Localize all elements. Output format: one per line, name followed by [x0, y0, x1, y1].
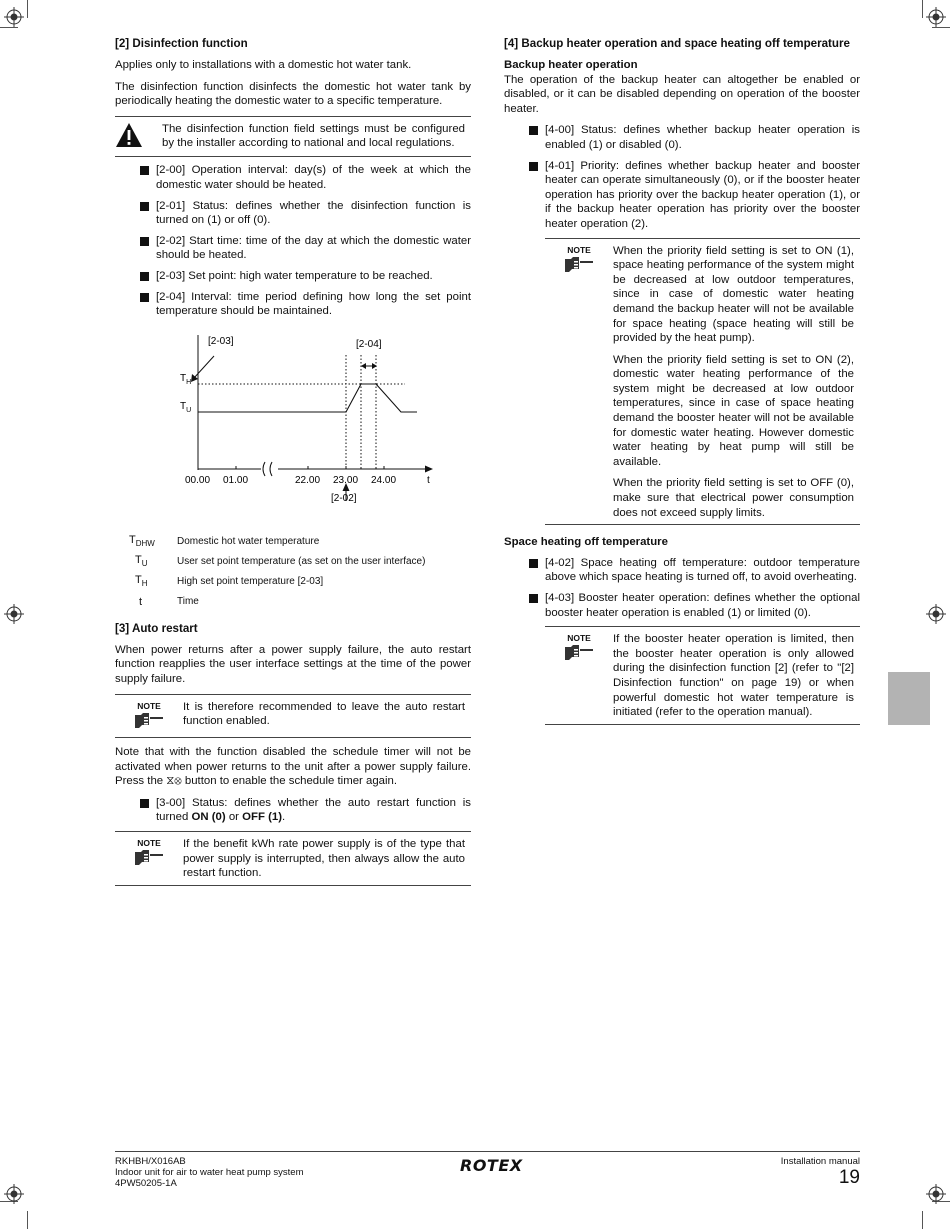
- space-heating-off-heading: Space heating off temperature: [504, 536, 668, 549]
- page-number: 19: [838, 1167, 860, 1188]
- crop-mark: [932, 27, 950, 28]
- bullet-icon: [140, 799, 149, 808]
- tick-label: 24.00: [371, 474, 397, 486]
- list-item: [2-00] Operation interval: day(s) of the week at which the domestic water should be heated.: [115, 163, 471, 192]
- note-text: When the priority field setting is set to ON (1), space heating performance of the system might be decreased at low outdoor temperatures, since in case of domestic water heating demand the backup heater will not be available for space heating (space heating will still be provided by the heat pump). When the priority field setting is set to ON (2), domestic water heating performance of the system might be decreased at low outdoor temperatures, since in case of space heating demand the booster heater will not be available for domestic water heating. However domestic water heating by heat pump will still be available. When the priority field setting is set to OFF (0), make sure that electrical power consumption does not exceed supply limits.: [613, 244, 854, 519]
- crop-mark: [0, 27, 18, 28]
- bullet-icon: [140, 272, 149, 281]
- disinfection-intro: Applies only to installations with a domestic hot water tank.: [115, 59, 412, 71]
- bullet-icon: [140, 237, 149, 246]
- note-icon: NOTE: [545, 632, 613, 720]
- note-box: [545, 626, 860, 725]
- disinfection-timing-diagram: [115, 325, 471, 525]
- crop-mark: [27, 1211, 28, 1229]
- schedule-timer-button-icon: ⧖⊗: [166, 775, 182, 788]
- label-2-03: [2-03]: [208, 335, 234, 347]
- note-box: [545, 238, 860, 526]
- bullet-icon: [140, 293, 149, 302]
- disinfection-settings-list: [115, 163, 471, 318]
- right-column: [504, 36, 860, 732]
- footer-right: [781, 1156, 860, 1189]
- note-box: [115, 831, 471, 886]
- list-item: [3-00] Status: defines whether the auto restart function is turned ON (0) or OFF (1).: [115, 796, 471, 825]
- bullet-icon: [529, 126, 538, 135]
- legend-row: $T_{DHW}$ Domestic hot water temperature: [129, 534, 320, 549]
- model-number: RKHBH/X016AB: [115, 1156, 186, 1167]
- registration-mark-icon: [926, 1184, 946, 1204]
- bullet-icon: [529, 559, 538, 568]
- backup-heater-subheading: Backup heater operation: [504, 59, 638, 71]
- registration-mark-icon: [926, 7, 946, 27]
- th-label: $T_H$: [180, 372, 192, 386]
- legend-row: $T_U$ User set point temperature (as set on the user interface): [135, 554, 426, 569]
- product-description: Indoor unit for air to water heat pump system: [115, 1167, 304, 1178]
- diagram-legend: [115, 533, 471, 613]
- manual-title: Installation manual: [780, 1156, 860, 1167]
- tick-label: t: [427, 474, 430, 486]
- backup-heater-intro: The operation of the backup heater can altogether be enabled or disabled, or it can be disabled depending on operation of the booster heater.: [504, 73, 860, 115]
- note-text: It is therefore recommended to leave the auto restart function enabled.: [183, 700, 465, 728]
- warning-box: [115, 116, 471, 158]
- rotex-logo: ROTEX: [460, 1156, 523, 1175]
- chapter-tab: [888, 672, 930, 725]
- list-item: [2-03] Set point: high water temperature to be reached.: [115, 269, 471, 284]
- timing-diagram-svg: [115, 325, 471, 525]
- note-text: If the benefit kWh rate power supply is of the type that power supply is interrupted, then always allow the auto restart function.: [183, 838, 465, 880]
- legend-row: $T_H$ High set point temperature [2-03]: [135, 574, 324, 589]
- note-icon: NOTE: [115, 700, 183, 734]
- legend-row: t Time: [139, 596, 199, 609]
- warning-text: The disinfection function field settings must be configured by the installer according to national and local regulations.: [162, 122, 465, 150]
- list-item: [2-01] Status: defines whether the disinfection function is turned on (1) or off (0).: [115, 199, 471, 228]
- registration-mark-icon: [4, 604, 24, 624]
- note-icon: NOTE: [115, 837, 183, 881]
- warning-icon: [115, 122, 162, 153]
- registration-mark-icon: [4, 1184, 24, 1204]
- bullet-icon: [529, 594, 538, 603]
- registration-mark-icon: [926, 604, 946, 624]
- disinfection-heading: [2] Disinfection function: [115, 37, 248, 50]
- note-text: If the booster heater operation is limited, then the booster heater operation is only allowed during the disinfection function [2] (refer to "[2] Disinfection function" on page 19) or when powerful domestic hot water temperature is initiated (refer to the operation manual).: [613, 633, 854, 719]
- bullet-icon: [529, 162, 538, 171]
- list-item: [2-02] Start time: time of the day at which the domestic water should be heated.: [115, 234, 471, 263]
- space-heating-settings-list: [504, 556, 860, 620]
- temperature-curve: [198, 384, 417, 412]
- left-column: [115, 36, 471, 893]
- tick-label: 00.00: [185, 474, 211, 486]
- crop-mark: [922, 0, 923, 18]
- list-item: [4-03] Booster heater operation: defines whether the optional booster heater operation is enabled (1) or limited (0).: [504, 591, 860, 620]
- auto-restart-schedule-note: Note that with the function disabled the schedule timer will not be activated when power returns to the unit after a power supply failure. Press the ⧖⊗ button to enable the schedule timer again.: [115, 746, 471, 788]
- backup-heater-heading: [4] Backup heater operation and space heating off temperature: [504, 37, 850, 50]
- document-code: 4PW50205-1A: [115, 1178, 177, 1189]
- list-item: [4-01] Priority: defines whether backup heater and booster heater can operate simultaneously (0), or if the booster heater operation has priority over the backup heater operation (1), or if the backup heater operation has priority over the booster heater operation (2).: [504, 159, 860, 232]
- bullet-icon: [140, 166, 149, 175]
- disinfection-description: The disinfection function disinfects the domestic hot water tank by periodically heating the domestic water to a specific temperature.: [115, 80, 471, 108]
- footer-left: [115, 1156, 304, 1189]
- label-2-02: [2-02]: [331, 492, 357, 504]
- list-item: [4-02] Space heating off temperature: outdoor temperature above which space heating is turned off, to avoid overheating.: [504, 556, 860, 585]
- label-2-04: [2-04]: [356, 338, 382, 350]
- axis-break-icon: [263, 462, 272, 476]
- auto-restart-heading: [3] Auto restart: [115, 621, 198, 635]
- tick-label: 01.00: [223, 474, 249, 486]
- note-box: [115, 694, 471, 739]
- arrow-left-icon: [361, 363, 366, 369]
- tick-label: 23.00: [333, 474, 359, 486]
- registration-mark-icon: [4, 7, 24, 27]
- tu-label: $T_U$: [180, 400, 192, 414]
- arrow-right-icon: [372, 363, 377, 369]
- crop-mark: [27, 0, 28, 18]
- tick-label: 22.00: [295, 474, 321, 486]
- auto-restart-intro: When power returns after a power supply failure, the auto restart function reapplies the user interface settings at the time of the power supply failure.: [115, 643, 471, 685]
- x-axis-arrow-icon: [425, 465, 433, 472]
- setpoint-leader-line: [194, 356, 214, 378]
- list-item: [2-04] Interval: time period defining how long the set point temperature should be maintained.: [115, 290, 471, 319]
- backup-heater-settings-list: [504, 123, 860, 231]
- auto-restart-settings-list: [115, 796, 471, 825]
- bullet-icon: [140, 202, 149, 211]
- crop-mark: [922, 1211, 923, 1229]
- note-icon: NOTE: [545, 244, 613, 521]
- footer-divider: [115, 1151, 860, 1152]
- list-item: [4-00] Status: defines whether backup heater operation is enabled (1) or disabled (0).: [504, 123, 860, 152]
